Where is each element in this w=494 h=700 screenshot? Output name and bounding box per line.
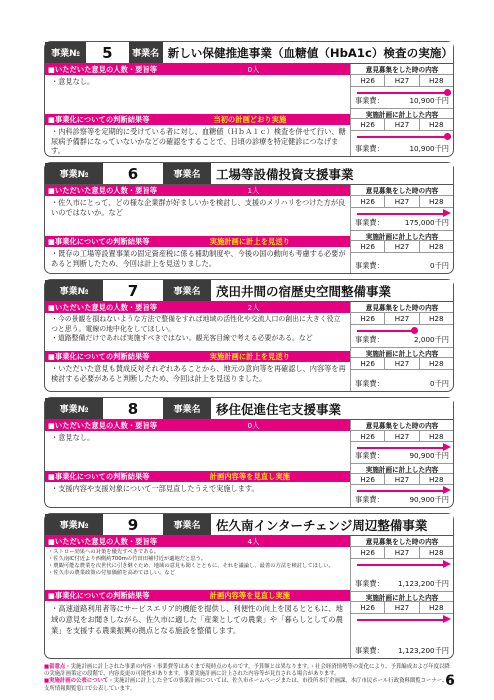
timing-plan-header: 実施計画に計上した内容 xyxy=(351,591,453,602)
year-row: H26 H27 H28 xyxy=(351,358,453,370)
project-card-6 xyxy=(44,162,454,274)
project-number: 5 xyxy=(86,42,129,63)
opinions-bar: ■いただいた意見の人数・要旨等 0人 xyxy=(45,64,350,75)
result-status: 実施計画に計上を見送り xyxy=(209,351,290,361)
project-name-label: 事業名 xyxy=(163,514,211,535)
project-card-5 xyxy=(44,41,454,157)
project-no-label: 事業№ xyxy=(45,514,103,535)
opinions-bar: ■いただいた意見の人数・要旨等 0人 xyxy=(45,420,350,431)
opinion-count: 0人 xyxy=(247,420,260,430)
cost-plan: 事業費： 90,900千円 xyxy=(355,495,449,504)
year-row: H26 H27 H28 xyxy=(351,474,453,485)
result-bar: ■事業化についての判断結果等 計画内容等を見直し実施 xyxy=(45,590,350,601)
timing-opinion-header: 意見募集をした時の内容 xyxy=(351,536,453,547)
cost-opinion: 事業費： 175,000千円 xyxy=(355,218,449,227)
timing-opinion-header: 意見募集をした時の内容 xyxy=(351,185,453,196)
schedule-arrow xyxy=(351,131,453,142)
opinion-text: ・今の景観を損ねないような方法で整備をすれば地域の活性化や交流人口の創出に大きく役立つと思う。電線の地中化をしてほしい。 ・道路整備だけであれば実施すべきではない。観光客目線で考える必要がある。など xyxy=(51,315,341,343)
project-title: 移住促進住宅支援事業 xyxy=(211,398,453,419)
footnote-key-2: ■実施計画の公表について xyxy=(44,678,109,685)
project-title: 佐久南インターチェンジ周辺整備事業 xyxy=(211,514,453,535)
result-text: ・高速道路利用者等にサービスエリア的機能を提供し、利便性の向上を図るとともに、地域の意見をお聞きしながら、佐久市に適した「産業としての農業」や「暮らしとしての農業」を支援する農業振興の拠点となる施設を整備します。 xyxy=(51,604,343,635)
schedule-arrow xyxy=(351,442,453,452)
footnote-text-1: ・実施計画に計上された事業の内容・事業費等はあくまで現時点のものです。予算額とは異なります。・社会経済情勢等の変化により、予算編成および年度以降の実施計画策定の段階で、内容変更の可能性があります。事業実施計画に計上された内容等が見直される場合があります。 xyxy=(44,664,450,678)
result-text: ・内科診察等を定期的に受けている者に対し、血糖値（ＨｂＡ１ｃ）検査を併せて行い、糖尿病予備群になっていないかなどの確認をすることで、日頃の診療を特定健診につなげます。 xyxy=(51,127,346,156)
project-name-label: 事業名 xyxy=(163,163,211,184)
result-text: ・既存の工場等設置事業の固定資産税に係る補助制度や、今後の国の動向も考慮する必要があると判断したため、今回は計上を見送りました。 xyxy=(51,249,346,268)
project-name-label: 事業名 xyxy=(129,42,163,63)
year-row: H26 H27 H28 xyxy=(351,547,453,559)
footnote-text-2: ・実施計画に計上した全ての事業計画については、佐久市ホームページまたは、市役所本庁企画課、本庁市民ホール行政資料閲覧コーナー、各支所情報閲覧窓口で公表しています。 xyxy=(44,678,453,692)
schedule-arrow xyxy=(351,325,453,336)
opinion-count: 1人 xyxy=(247,185,260,195)
project-header xyxy=(45,163,453,185)
page-number: 6 xyxy=(445,673,455,689)
year-row: H26 H27 H28 xyxy=(351,119,453,131)
schedule-arrow xyxy=(351,614,453,625)
project-no-label: 事業№ xyxy=(45,163,103,184)
opinion-count: 2人 xyxy=(247,302,260,312)
result-status: 実施計画に計上を見送り xyxy=(209,236,290,246)
project-card-7 xyxy=(44,279,454,392)
result-bar: ■事業化についての判断結果等 実施計画に計上を見送り xyxy=(45,351,350,362)
project-header xyxy=(45,280,453,302)
timing-opinion-header: 意見募集をした時の内容 xyxy=(351,64,453,75)
project-name-label: 事業名 xyxy=(163,280,211,301)
result-bar: ■事業化についての判断結果等 実施計画に計上を見送り xyxy=(45,236,350,247)
opinions-bar: ■いただいた意見の人数・要旨等 2人 xyxy=(45,302,350,313)
cost-opinion: 事業費： 2,000千円 xyxy=(355,335,449,344)
result-bar: ■事業化についての判断結果等 計画内容等を見直し実施 xyxy=(45,471,350,482)
project-card-9 xyxy=(44,513,454,659)
timing-plan-header: 実施計画に計上した内容 xyxy=(351,108,453,119)
result-status: 計画内容等を見直し実施 xyxy=(209,471,290,481)
year-row: H26 H27 H28 xyxy=(351,75,453,87)
timing-plan-header: 実施計画に計上した内容 xyxy=(351,463,453,474)
year-row: H26 H27 H28 xyxy=(351,313,453,325)
result-status: 計画内容等を見直し実施 xyxy=(209,590,290,600)
result-text: ・いただいた意見も賛成反対それぞれあることから、地元の意向等を再確認し、内容等を再検討する必要があると判断したため、今回は計上を見送りました。 xyxy=(51,364,346,383)
result-status: 当初の計画どおり実施 xyxy=(213,114,287,124)
cost-opinion: 事業費： 90,900千円 xyxy=(355,451,449,460)
opinion-count: 4人 xyxy=(247,536,260,546)
cost-plan: 事業費： 10,900千円 xyxy=(355,144,449,153)
project-name-label: 事業名 xyxy=(163,398,211,419)
project-title: 工場等設備投資支援事業 xyxy=(211,163,453,184)
project-header xyxy=(45,514,453,536)
project-header xyxy=(45,398,453,420)
timing-plan-header: 実施計画に計上した内容 xyxy=(351,347,453,358)
opinions-bar: ■いただいた意見の人数・要旨等 4人 xyxy=(45,536,350,547)
cost-plan: 事業費： 0千円 xyxy=(355,379,449,388)
year-row: H26 H27 H28 xyxy=(351,431,453,442)
project-title: 茂田井間の宿歴史空間整備事業 xyxy=(211,280,453,301)
schedule-arrow xyxy=(351,87,453,98)
cost-plan: 事業費： 0千円 xyxy=(355,261,449,270)
year-row: H26 H27 H28 xyxy=(351,602,453,614)
project-number: 8 xyxy=(103,398,163,419)
year-row: H26 H27 H28 xyxy=(351,196,453,208)
timing-opinion-header: 意見募集をした時の内容 xyxy=(351,302,453,313)
project-number: 6 xyxy=(103,163,163,184)
cost-opinion: 事業費： 1,123,200千円 xyxy=(355,579,449,588)
project-number: 7 xyxy=(103,280,163,301)
result-bar: ■事業化についての判断結果等 当初の計画どおり実施 xyxy=(45,114,350,125)
project-no-label: 事業№ xyxy=(45,280,103,301)
cost-opinion: 事業費： 10,900千円 xyxy=(355,96,449,105)
opinion-count: 0人 xyxy=(247,64,260,74)
timing-plan-header: 実施計画に計上した内容 xyxy=(351,230,453,241)
project-header xyxy=(45,42,453,64)
opinions-bar: ■いただいた意見の人数・要旨等 1人 xyxy=(45,185,350,196)
opinion-text: ・意見なし。 xyxy=(51,433,95,442)
schedule-arrow xyxy=(351,485,453,495)
year-row: H26 H27 H28 xyxy=(351,241,453,253)
project-title: 新しい保健推進事業（血糖値（HbA1c）検査の実施） xyxy=(163,42,453,63)
project-no-label: 事業№ xyxy=(45,42,86,63)
opinion-text: ・佐久市にとって、どの様な企業群が好ましいかを検討し、支援のメリハリをつけた方が良いのではないか。など xyxy=(51,198,346,217)
opinion-text: ・意見なし。 xyxy=(51,77,95,86)
result-text: ・支援内容や支援対象について一部見直したうえで実施します。 xyxy=(51,484,259,493)
project-number: 9 xyxy=(103,514,163,535)
project-card-8 xyxy=(44,397,454,508)
schedule-arrow xyxy=(351,559,453,570)
cost-plan: 事業費： 1,123,200千円 xyxy=(355,646,449,655)
opinion-text: ・ストロー効果への対策を優先すべきである。 ・佐久南IC付近より西側約700mの竹田田補付近が適地だと思う。 ・農観可能な農業を次世代に引き継ぐため、地域の意見も聞くとともに、それを議論し、最善の方法を検討してほしい。 ・佐久市の農業政策の付加価値を高めてほしい。など xyxy=(48,549,334,577)
project-no-label: 事業№ xyxy=(45,398,103,419)
schedule-arrow xyxy=(351,208,453,219)
footnote xyxy=(44,664,454,693)
footnote-key-1: ■留意点 xyxy=(44,664,66,670)
timing-opinion-header: 意見募集をした時の内容 xyxy=(351,420,453,431)
